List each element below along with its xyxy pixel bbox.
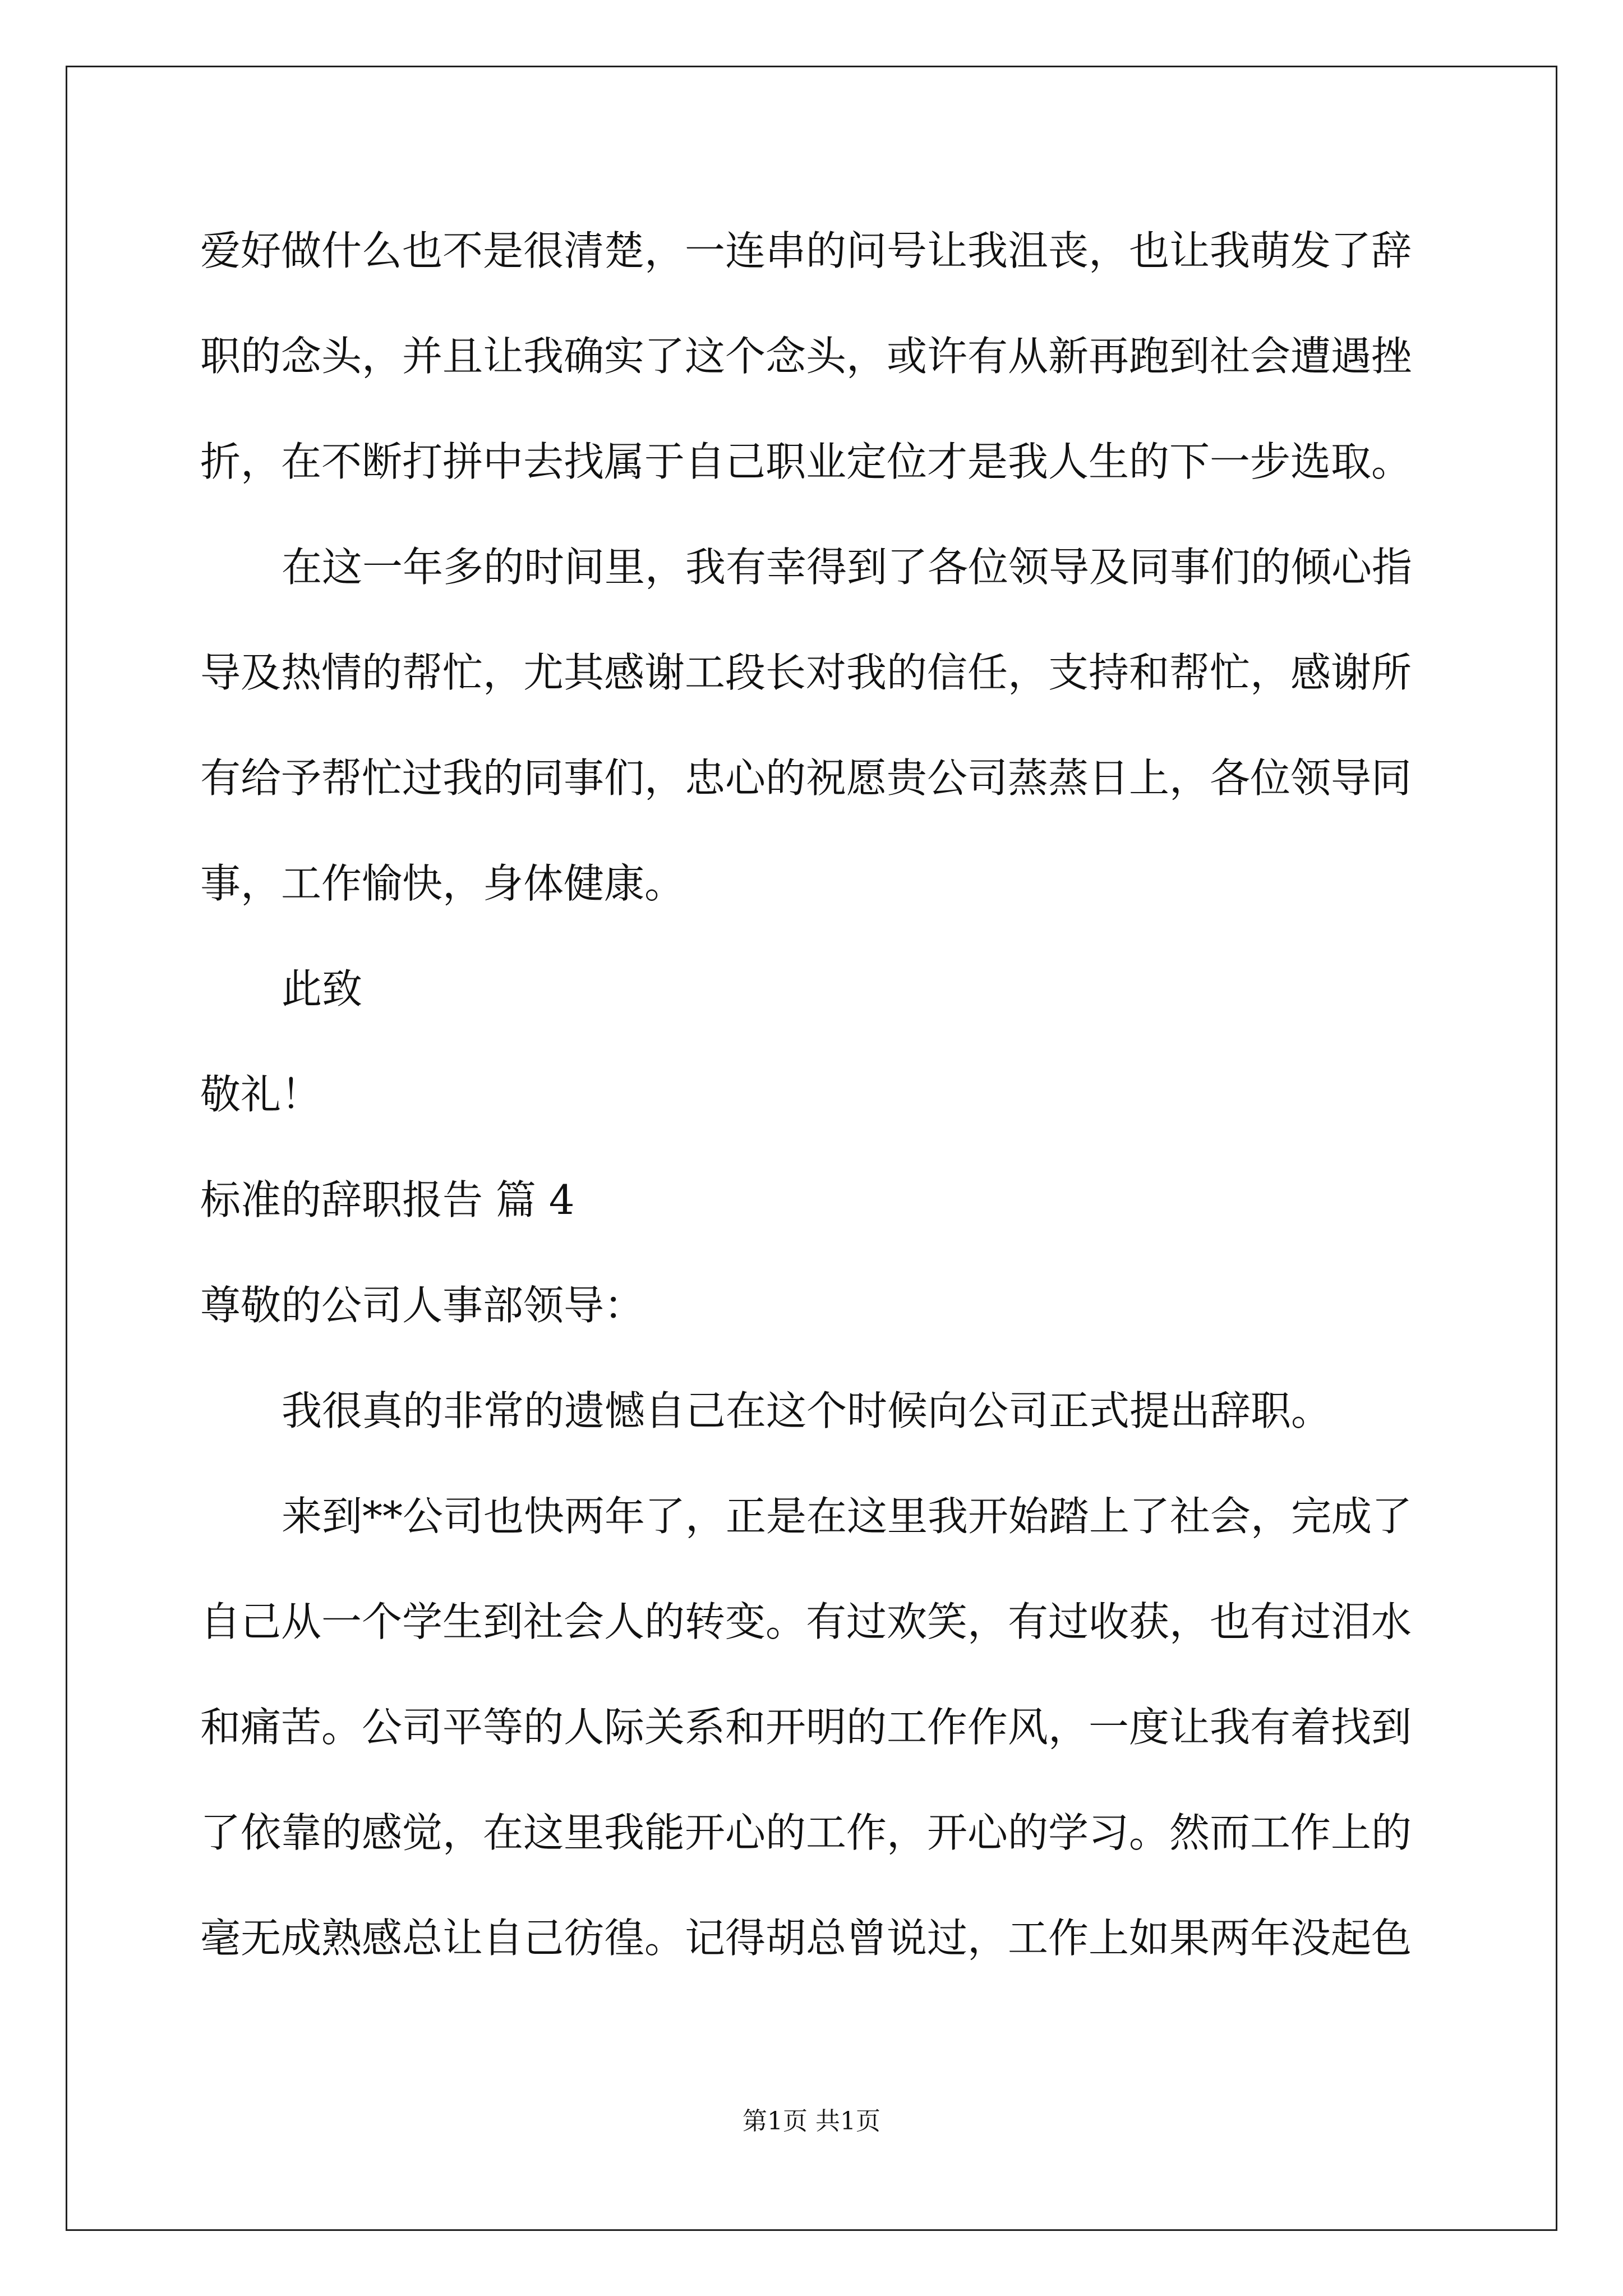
text-line: 了依靠的感觉，在这里我能开心的工作，开心的学习。然而工作上的 — [200, 1809, 1412, 1856]
salutation: 尊敬的公司人事部领导： — [200, 1282, 645, 1329]
text-line: 来到**公司也快两年了，正是在这里我开始踏上了社会，完成了 — [282, 1493, 1413, 1540]
text-line: 此致 — [282, 965, 363, 1013]
text-line: 毫无成熟感总让自己彷徨。记得胡总曾说过，工作上如果两年没起色 — [200, 1915, 1412, 1962]
text-line: 和痛苦。公司平等的人际关系和开明的工作作风，一度让我有着找到 — [200, 1704, 1412, 1751]
page-border — [66, 66, 1557, 2231]
text-line: 爱好做什么也不是很清楚，一连串的问号让我沮丧，也让我萌发了辞 — [200, 227, 1412, 274]
text-line: 有给予帮忙过我的同事们，忠心的祝愿贵公司蒸蒸日上，各位领导同 — [200, 754, 1412, 802]
section-heading: 标准的辞职报告 篇 4 — [200, 1176, 575, 1223]
text-line: 导及热情的帮忙，尤其感谢工段长对我的信任，支持和帮忙，感谢所 — [200, 649, 1412, 696]
text-line: 职的念头，并且让我确实了这个念头，或许有从新再跑到社会遭遇挫 — [200, 333, 1412, 380]
text-line: 事，工作愉快，身体健康。 — [200, 860, 685, 907]
text-line: 在这一年多的时间里，我有幸得到了各位领导及同事们的倾心指 — [282, 544, 1413, 591]
text-line: 我很真的非常的遗憾自己在这个时候向公司正式提出辞职。 — [282, 1387, 1332, 1434]
text-line: 自己从一个学生到社会人的转变。有过欢笑，有过收获，也有过泪水 — [200, 1598, 1412, 1645]
page-footer: 第1页 共1页 — [743, 2107, 880, 2136]
text-line: 敬礼！ — [200, 1071, 322, 1118]
text-line: 折，在不断打拼中去找属于自己职业定位才是我人生的下一步选取。 — [200, 438, 1412, 485]
